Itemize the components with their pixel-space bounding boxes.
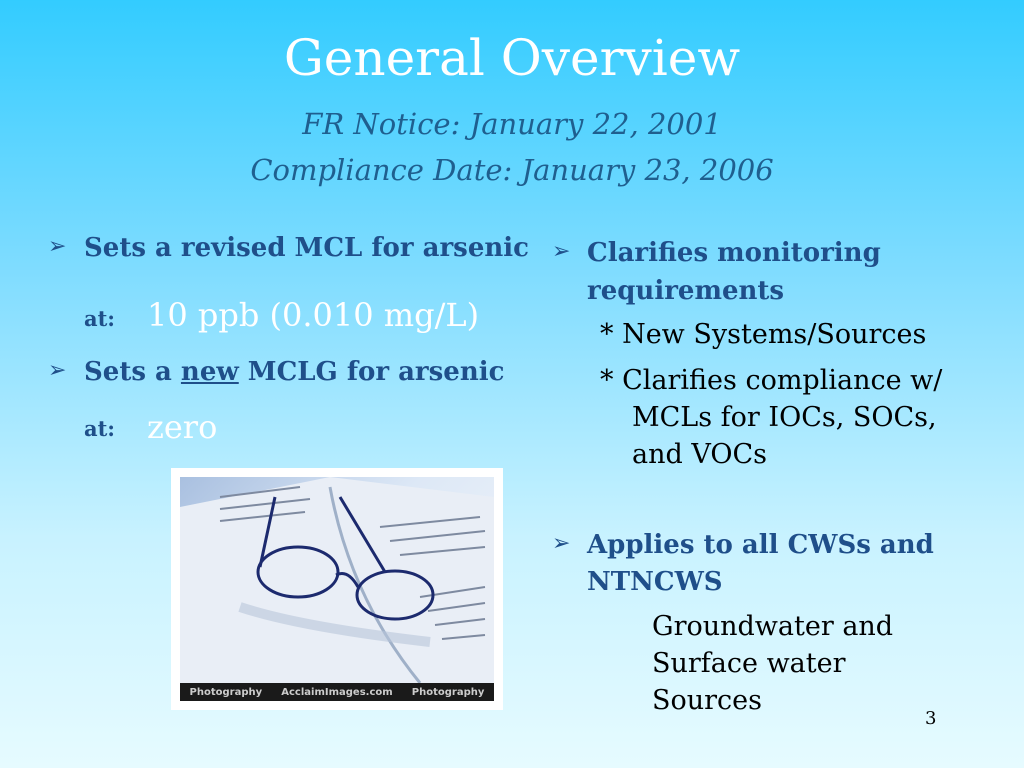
monitoring-bullet-line1: Clarifies monitoring <box>587 238 881 268</box>
photo-image <box>180 477 494 701</box>
arrow-bullet-icon: ➢ <box>48 234 67 259</box>
mcl-value: 10 ppb (0.010 mg/L) <box>147 296 480 334</box>
mclg-suffix: MCLG for arsenic <box>238 357 505 387</box>
slide-title: General Overview <box>283 29 741 87</box>
mclg-prefix: Sets a <box>84 357 181 387</box>
mclg-at-label: at: <box>84 416 116 441</box>
book-glasses-illustration <box>180 477 494 701</box>
photo-caption-right: Photography <box>411 686 485 698</box>
new-systems-subitem: * New Systems/Sources <box>600 319 927 350</box>
sources-line1: Groundwater and <box>652 611 894 642</box>
applies-bullet-line2: NTNCWS <box>587 567 723 597</box>
photo-caption-center: AcclaimImages.com <box>281 686 393 698</box>
sources-line3: Sources <box>652 685 763 716</box>
arrow-bullet-icon: ➢ <box>552 531 571 556</box>
arrow-bullet-icon: ➢ <box>552 239 571 264</box>
monitoring-bullet-line2: requirements <box>587 276 785 306</box>
photo-caption-left: Photography <box>189 686 263 698</box>
sources-line2: Surface water <box>652 648 846 679</box>
compliance-subitem-line3: and VOCs <box>632 439 768 470</box>
compliance-subitem-line2: MCLs for IOCs, SOCs, <box>632 402 937 433</box>
page-number: 3 <box>925 708 937 729</box>
mclg-new-underlined: new <box>180 357 239 387</box>
fr-notice-subtitle: FR Notice: January 22, 2001 <box>302 107 722 141</box>
photo-caption-bar <box>180 683 494 701</box>
applies-bullet-line1: Applies to all CWSs and <box>587 530 934 560</box>
mcl-bullet-text: Sets a revised MCL for arsenic <box>84 233 529 263</box>
arrow-bullet-icon: ➢ <box>48 358 67 383</box>
mcl-at-label: at: <box>84 306 116 331</box>
glasses-photo <box>171 468 503 710</box>
compliance-date-subtitle: Compliance Date: January 23, 2006 <box>250 153 774 187</box>
mclg-bullet-text <box>84 353 504 391</box>
mclg-value: zero <box>147 408 218 446</box>
compliance-subitem-line1: * Clarifies compliance w/ <box>600 365 943 396</box>
